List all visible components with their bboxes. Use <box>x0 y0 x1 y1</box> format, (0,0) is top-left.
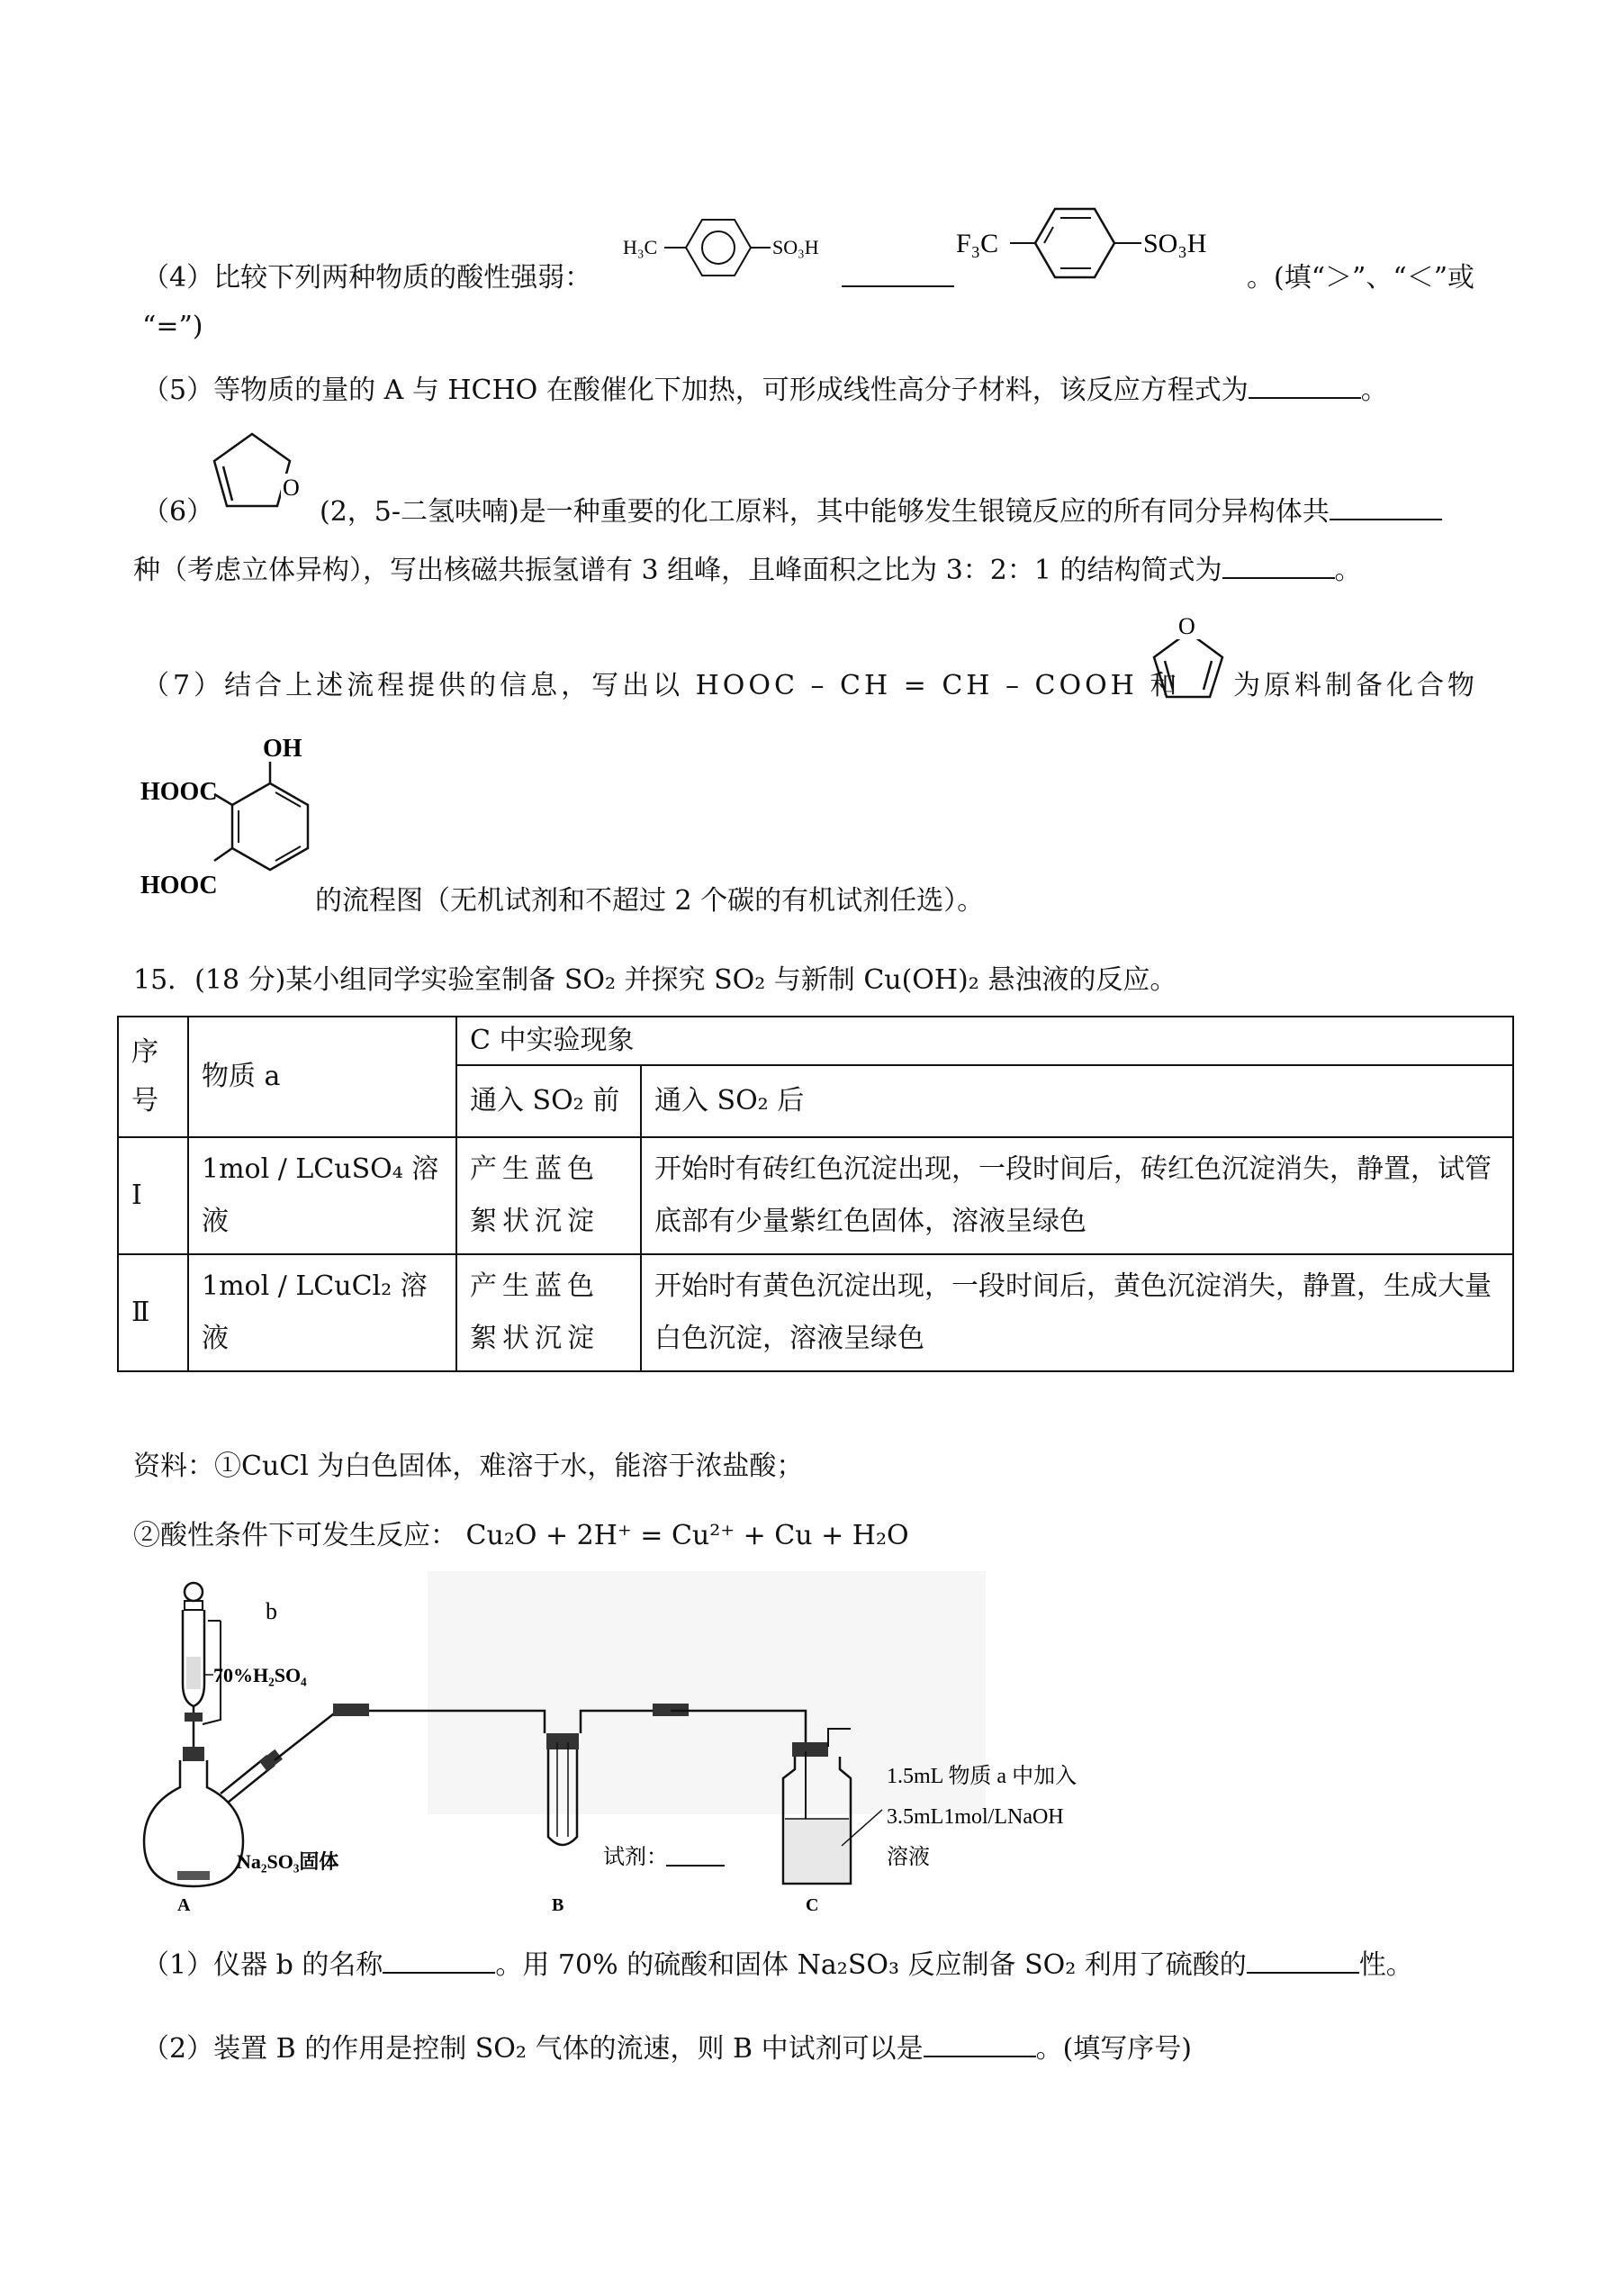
label-acid: 70%H₂SO₄ <box>213 1664 307 1686</box>
so3h-group: SO₃H <box>1143 229 1207 258</box>
benzene-ring <box>686 220 751 276</box>
row-no: Ⅱ <box>118 1254 188 1371</box>
benzene-ring <box>1035 209 1114 277</box>
label-solid: Na₂SO₃固体 <box>237 1850 339 1873</box>
row-no: Ⅰ <box>118 1137 188 1254</box>
row-before: 产生蓝色絮状沉淀 <box>456 1254 641 1371</box>
q7-line1: （7）结合上述流程提供的信息，写出以 HOOC – CH = CH – COOH 和 <box>142 670 1181 701</box>
q6-line2: 种（考虑立体异构），写出核磁共振氢谱有 3 组峰，且峰面积之比为 3：2：1 的结构简式为 。 <box>133 547 1362 587</box>
table-row <box>118 1137 1513 1254</box>
sub1: （1）仪器 b 的名称 。用 70% 的硫酸和固体 Na₂SO₃ 反应制备 SO₂ 利用了硫酸的 性。 <box>142 1942 1413 1982</box>
cooh-group-top: HOOC <box>140 778 218 806</box>
trifluoromethyl-benzenesulfonic-acid-structure <box>954 198 1242 288</box>
label-c: C <box>806 1895 819 1915</box>
q7-line1-tail: 为原料制备化合物 <box>1233 670 1478 701</box>
ch3-group: H₃C <box>623 236 658 258</box>
row-substance: 1mol / LCuSO₄ 溶液 <box>188 1137 456 1254</box>
q15-title: 15．(18 分)某小组同学实验室制备 SO₂ 并探究 SO₂ 与新制 Cu(OH)₂ 悬浊液的反应。 <box>133 964 1177 996</box>
row-substance: 1mol / LCuCl₂ 溶液 <box>188 1254 456 1371</box>
table-row <box>118 1254 1513 1371</box>
table-header-phenomenon: C 中实验现象 <box>456 1017 1513 1065</box>
sub2: （2）装置 B 的作用是控制 SO₂ 气体的流速，则 B 中试剂可以是 。(填写序号) <box>142 2026 1192 2065</box>
cooh-group-bottom: HOOC <box>140 872 218 899</box>
q7-line2: 的流程图（无机试剂和不超过 2 个碳的有机试剂任选）。 <box>315 885 985 917</box>
so3h-group: SO₃H <box>772 236 819 258</box>
q5-text: （5）等物质的量的 A 与 HCHO 在酸催化下加热，可形成线性高分子材料，该反应方程式为 。 <box>142 367 1388 407</box>
answer-blank-q6a[interactable] <box>1330 493 1442 520</box>
table-header-before: 通入 SO₂ 前 <box>456 1065 641 1137</box>
dihydrofuran-structure <box>189 423 315 531</box>
label-b: b <box>266 1598 277 1624</box>
benzene-ring <box>232 783 308 870</box>
row-before: 产生蓝色絮状沉淀 <box>456 1137 641 1254</box>
funnel-stopper <box>185 1583 203 1601</box>
label-c-line1: 1.5mL 物质 a 中加入 <box>887 1765 1077 1788</box>
label-reagent: 试剂： <box>603 1846 668 1869</box>
answer-blank-sub2[interactable] <box>924 2030 1036 2057</box>
q4-label: （4）比较下列两种物质的酸性强弱： <box>142 262 592 294</box>
flask-a <box>144 1760 243 1886</box>
equation: Cu₂O + 2H⁺ = Cu²⁺ + Cu + H₂O <box>465 1520 909 1551</box>
q6-label: （6） <box>142 496 214 528</box>
apparatus-diagram <box>131 1567 1077 1915</box>
answer-blank-sub1b[interactable] <box>1247 1947 1359 1974</box>
table-header-after: 通入 SO₂ 后 <box>641 1065 1513 1137</box>
info-1: 资料：①CuCl 为白色固体，难溶于水，能溶于浓盐酸； <box>133 1451 804 1482</box>
info-2: ②酸性条件下可发生反应： Cu₂O + 2H⁺ = Cu²⁺ + Cu + H₂O <box>133 1520 909 1551</box>
label-b-tube: B <box>552 1895 564 1915</box>
q4-tail: 。(填“＞”、“＜”或 <box>1247 262 1475 294</box>
table-header-substance: 物质 a <box>188 1017 456 1137</box>
experiment-table <box>117 1016 1514 1372</box>
table-header-no: 序号 <box>118 1017 188 1137</box>
answer-blank-q5[interactable] <box>1249 372 1361 399</box>
answer-blank-q4[interactable] <box>842 260 954 287</box>
label-c-line2: 3.5mL1mol/LNaOH <box>887 1805 1064 1829</box>
oxygen-atom: O <box>1178 613 1195 639</box>
row-after: 开始时有黄色沉淀出现，一段时间后，黄色沉淀消失，静置，生成大量白色沉淀，溶液呈绿色 <box>641 1254 1513 1371</box>
label-a: A <box>177 1895 191 1915</box>
target-compound-structure <box>135 729 324 909</box>
oh-group: OH <box>263 735 302 763</box>
oxygen-atom: O <box>283 475 300 501</box>
label-c-line3: 溶液 <box>887 1846 930 1869</box>
q6-line1: (2，5-二氢呋喃)是一种重要的化工原料，其中能够发生银镜反应的所有同分异构体共 <box>320 489 1442 529</box>
row-after: 开始时有砖红色沉淀出现，一段时间后，砖红色沉淀消失，静置，试管底部有少量紫红色固体，溶液呈绿色 <box>641 1137 1513 1254</box>
answer-blank-sub1a[interactable] <box>383 1947 495 1974</box>
q4-tail2: “=”) <box>142 311 203 342</box>
toluenesulfonic-acid-structure <box>612 205 855 286</box>
cf3-group: F₃C <box>956 229 999 258</box>
answer-blank-q6b[interactable] <box>1222 552 1335 579</box>
furan-structure <box>1143 605 1233 704</box>
